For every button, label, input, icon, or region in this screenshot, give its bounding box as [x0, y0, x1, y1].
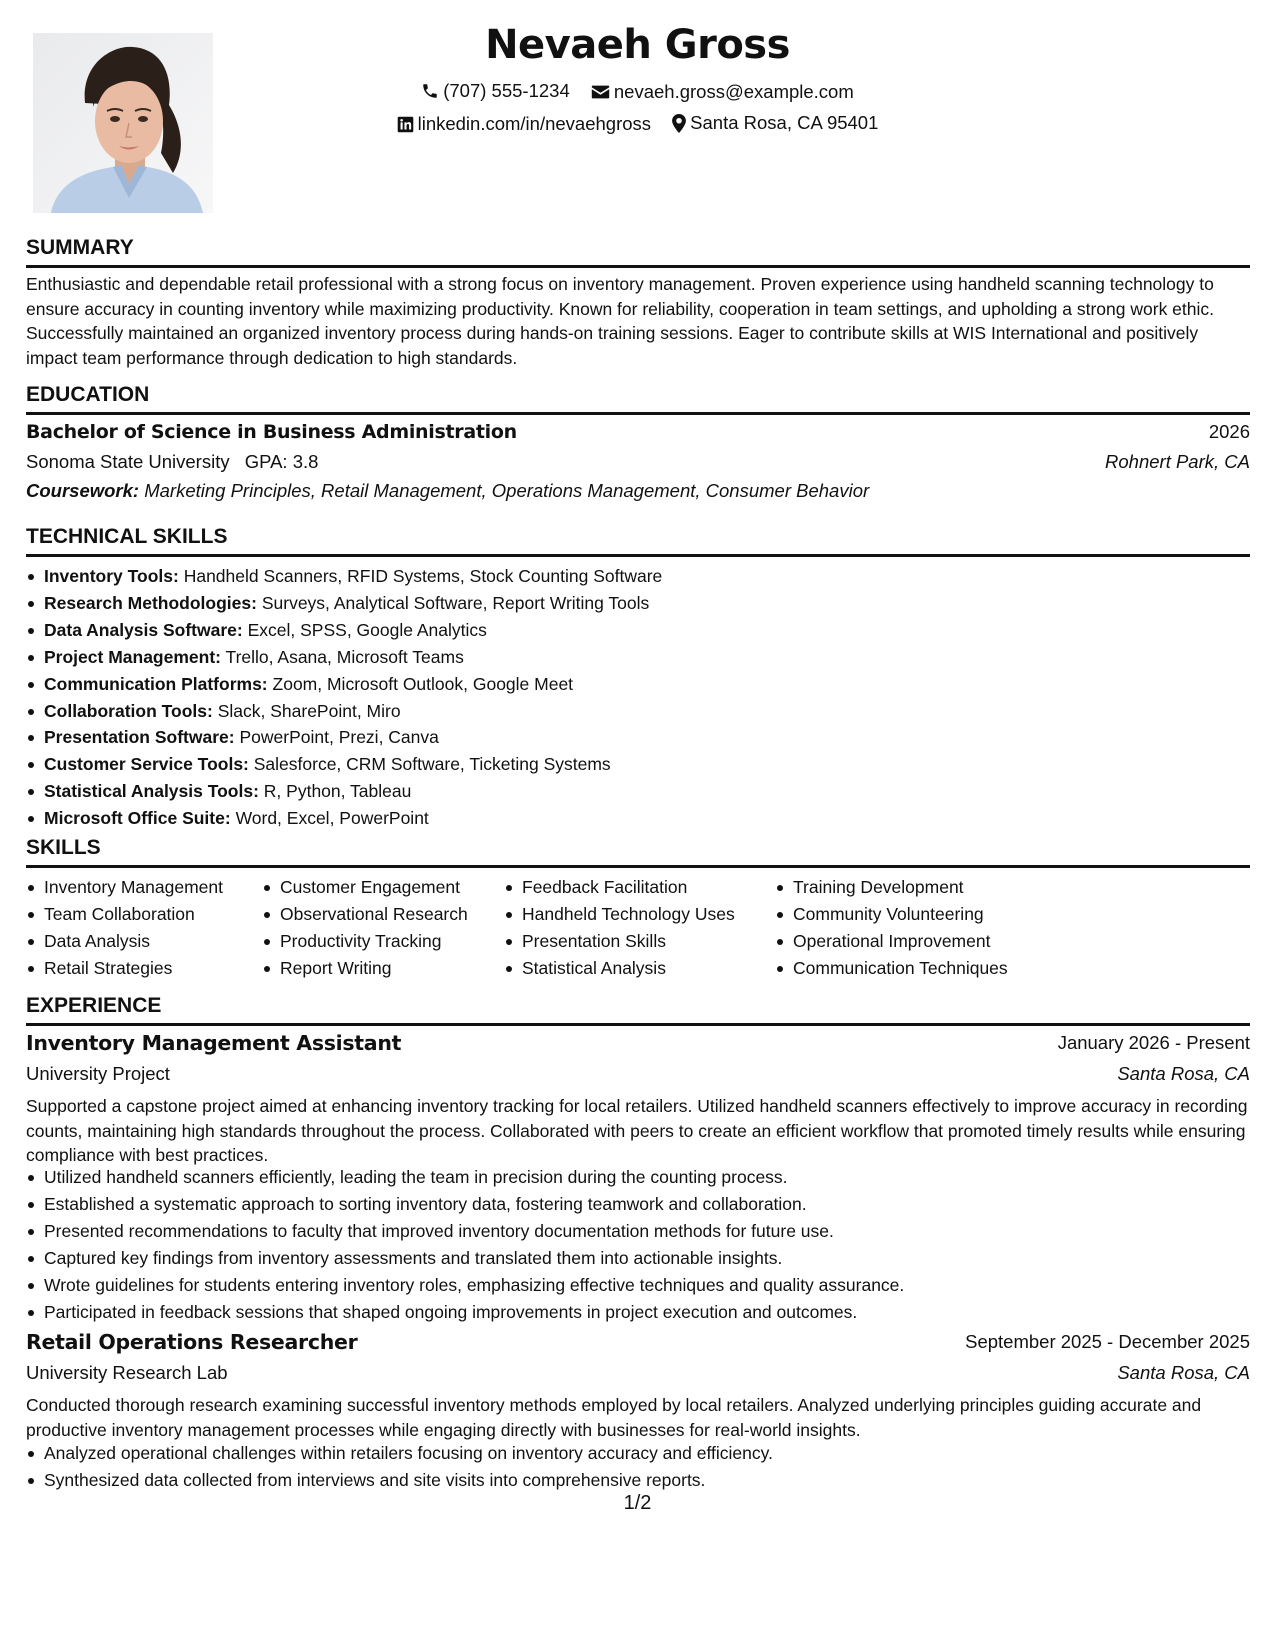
map-marker-icon [672, 114, 686, 133]
education-year: 2026 [1208, 421, 1250, 442]
list-item: Presentation Skills [522, 928, 735, 955]
skill-values: Handheld Scanners, RFID Systems, Stock Counting Software [183, 566, 663, 586]
technical-skills-list [26, 563, 662, 832]
job-bullets [26, 1164, 904, 1325]
section-title-experience: EXPERIENCE [26, 994, 162, 1017]
skill-category: Customer Service Tools: [44, 754, 249, 775]
list-item [44, 671, 662, 698]
section-divider [26, 412, 1250, 415]
skill-category: Communication Platforms: [44, 673, 268, 694]
list-item [44, 563, 662, 590]
skill-values: Zoom, Microsoft Outlook, Google Meet [272, 673, 574, 694]
envelope-icon [591, 84, 610, 100]
phone-contact[interactable] [421, 80, 570, 102]
skill-category: Statistical Analysis Tools: [44, 781, 259, 802]
section-divider [26, 554, 1250, 557]
location-text: Santa Rosa, CA 95401 [690, 112, 879, 133]
list-item: Participated in feedback sessions that shaped ongoing improvements in project execution and outcomes. [44, 1299, 904, 1326]
education-degree: Bachelor of Science in Business Administration [26, 421, 517, 443]
coursework-label: Coursework: [26, 480, 140, 501]
skill-values: Word, Excel, PowerPoint [235, 808, 429, 829]
skills-column-4 [775, 874, 1008, 982]
linkedin-contact[interactable] [397, 113, 651, 135]
location-contact [672, 112, 878, 134]
page-number: 1/2 [623, 1492, 652, 1514]
list-item [44, 617, 662, 644]
section-title-summary: SUMMARY [26, 236, 134, 259]
education-gpa: GPA: 3.8 [244, 451, 319, 472]
job-location: Santa Rosa, CA [1117, 1362, 1250, 1383]
skills-column-2 [262, 874, 468, 982]
job-dates: January 2026 - Present [1057, 1032, 1250, 1053]
list-item: Presented recommendations to faculty that improved inventory documentation methods for future use. [44, 1218, 904, 1245]
list-item: Inventory Management [44, 874, 223, 901]
section-title-education: EDUCATION [26, 383, 150, 406]
job-title: Inventory Management Assistant [26, 1031, 402, 1055]
list-item: Productivity Tracking [280, 928, 468, 955]
list-item: Handheld Technology Uses [522, 901, 735, 928]
job-description: Conducted thorough research examining successful inventory methods employed by local retailers. Analyzed underlying principles guiding accurate and productive inventory management processes while engaging directly with businesses for real-world insights. [26, 1395, 1202, 1440]
skills-column-1 [26, 874, 223, 982]
list-item [44, 724, 662, 751]
skill-values: Trello, Asana, Microsoft Teams [225, 646, 464, 667]
skill-values: Surveys, Analytical Software, Report Writing Tools [261, 592, 650, 613]
email-contact[interactable] [591, 81, 854, 103]
education-school: Sonoma State University [26, 451, 230, 472]
contact-row-secondary [0, 112, 1275, 138]
list-item: Captured key findings from inventory assessments and translated them into actionable insights. [44, 1245, 904, 1272]
skills-column-3 [504, 874, 735, 982]
candidate-name: Nevaeh Gross [485, 22, 790, 68]
list-item: Wrote guidelines for students entering inventory roles, emphasizing effective techniques and quality assurance. [44, 1272, 904, 1299]
contact-row-primary [0, 80, 1275, 105]
list-item: Retail Strategies [44, 955, 223, 982]
skill-category: Collaboration Tools: [44, 700, 213, 721]
section-divider [26, 865, 1250, 868]
email-text: nevaeh.gross@example.com [613, 81, 854, 102]
list-item [44, 805, 662, 832]
skill-category: Project Management: [44, 646, 221, 667]
list-item: Team Collaboration [44, 901, 223, 928]
coursework-list: Marketing Principles, Retail Management, Operations Management, Consumer Behavior [144, 480, 870, 501]
skill-values: Excel, SPSS, Google Analytics [247, 619, 487, 640]
list-item: Established a systematic approach to sorting inventory data, fostering teamwork and collaboration. [44, 1191, 904, 1218]
phone-text: (707) 555-1234 [443, 80, 570, 101]
list-item: Operational Improvement [793, 928, 1008, 955]
skill-values: PowerPoint, Prezi, Canva [239, 727, 439, 748]
skill-category: Microsoft Office Suite: [44, 808, 231, 829]
education-location: Rohnert Park, CA [1105, 451, 1250, 472]
skill-category: Inventory Tools: [44, 566, 179, 586]
list-item: Report Writing [280, 955, 468, 982]
job-location: Santa Rosa, CA [1117, 1063, 1250, 1084]
education-coursework [26, 480, 869, 502]
list-item: Feedback Facilitation [522, 874, 735, 901]
job-organization: University Project [26, 1063, 170, 1084]
linkedin-icon [397, 116, 414, 133]
list-item: Communication Techniques [793, 955, 1008, 982]
job-description: Supported a capstone project aimed at enhancing inventory tracking for local retailers. Utilized handheld scanners effectively to improve accuracy in recording counts, maintaining high standards throughout the process. Collaborated with peers to create an efficient workflow that promoted timely results while ensuring compliance with best practices. [26, 1096, 1248, 1165]
summary-text: Enthusiastic and dependable retail professional with a strong focus on inventory management. Proven experience using handheld scanning technology to ensure accuracy in counting inventory while maximizing productivity. Known for reliability, cooperation in team settings, and upholding a strong work ethic. Successfully maintained an organized inventory process during hands-on training sessions. Eager to contribute skills at WIS International and positively impact team performance through dedication to high standards. [26, 274, 1215, 368]
job-dates: September 2025 - December 2025 [965, 1331, 1250, 1352]
skills-grid [26, 874, 1254, 984]
job-title: Retail Operations Researcher [26, 1330, 358, 1354]
list-item: Customer Engagement [280, 874, 468, 901]
skill-values: Slack, SharePoint, Miro [217, 700, 401, 721]
list-item: Analyzed operational challenges within retailers focusing on inventory accuracy and efficiency. [44, 1440, 773, 1467]
education-school-line [26, 451, 318, 473]
skill-category: Research Methodologies: [44, 592, 257, 613]
list-item: Observational Research [280, 901, 468, 928]
list-item [44, 698, 662, 725]
skill-values: Salesforce, CRM Software, Ticketing Systems [253, 754, 611, 775]
list-item: Statistical Analysis [522, 955, 735, 982]
skill-values: R, Python, Tableau [263, 781, 412, 802]
list-item: Utilized handheld scanners efficiently, leading the team in precision during the counting process. [44, 1164, 904, 1191]
list-item: Training Development [793, 874, 1008, 901]
list-item [44, 751, 662, 778]
list-item: Community Volunteering [793, 901, 1008, 928]
section-divider [26, 265, 1250, 268]
section-divider [26, 1023, 1250, 1026]
list-item: Data Analysis [44, 928, 223, 955]
phone-icon [421, 82, 439, 100]
list-item [44, 778, 662, 805]
list-item: Synthesized data collected from interviews and site visits into comprehensive reports. [44, 1467, 773, 1494]
linkedin-text: linkedin.com/in/nevaehgross [417, 113, 652, 134]
list-item [44, 644, 662, 671]
job-bullets [26, 1440, 773, 1494]
section-title-skills: SKILLS [26, 836, 101, 859]
skill-category: Data Analysis Software: [44, 619, 243, 640]
job-organization: University Research Lab [26, 1362, 228, 1383]
section-title-technical-skills: TECHNICAL SKILLS [26, 525, 228, 548]
list-item [44, 590, 662, 617]
skill-category: Presentation Software: [44, 727, 235, 748]
